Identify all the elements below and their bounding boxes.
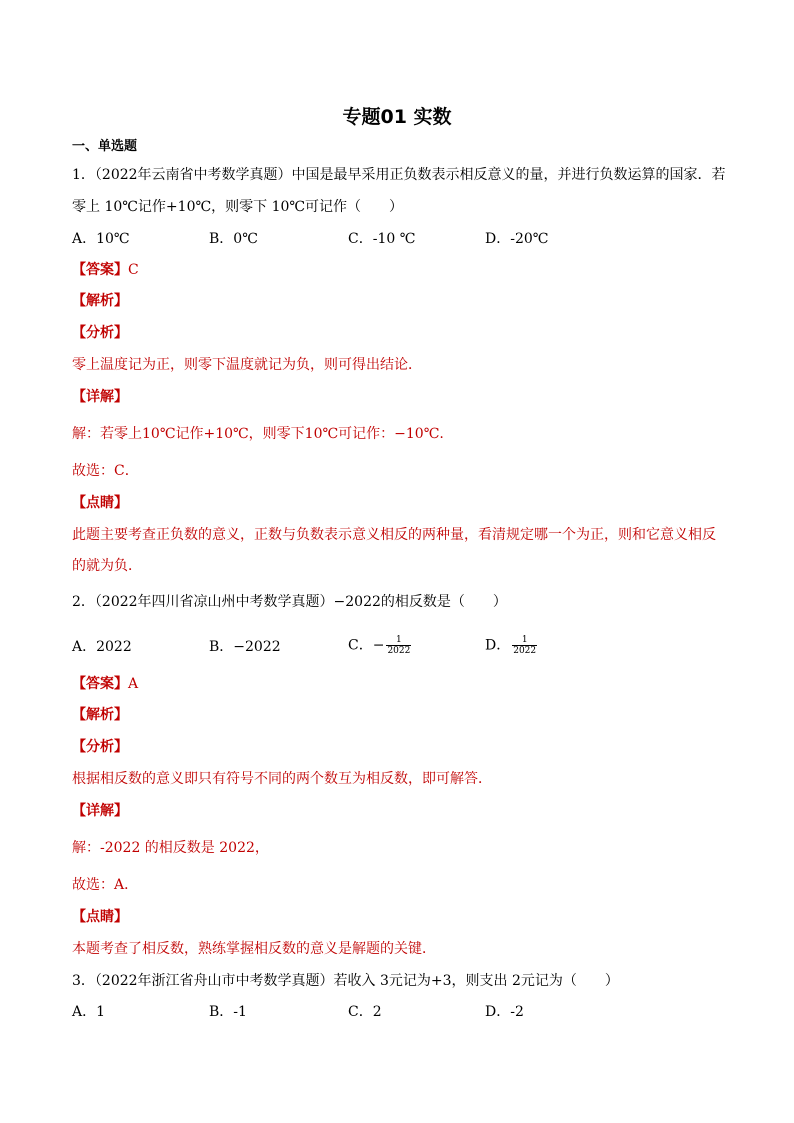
q1-answer-value: C: [128, 262, 139, 278]
q1-xiangjie-tag: 【详解】: [72, 389, 128, 405]
q1-fenxi-text: 零上温度记为正，则零下温度就记为负，则可得出结论．: [72, 357, 422, 373]
q2-fenxi-text: 根据相反数的意义即只有符号不同的两个数互为相反数，即可解答．: [72, 771, 492, 787]
q1-xiangjie-text: 解：若零上10℃记作+10℃，则零下10℃可记作：−10℃.: [72, 426, 444, 442]
q1-dianjing-line1: 此题主要考查正负数的意义，正数与负数表示意义相反的两种量，看清规定哪一个为正，则和它意义相反: [72, 527, 716, 543]
section-heading: 一、单选题: [72, 139, 138, 154]
q3-option-c: C．2: [348, 1004, 382, 1020]
q2-answer-line: [72, 674, 138, 694]
q2-dianjing-tag: 【点睛】: [72, 909, 128, 925]
q2-option-c-prefix: C．−: [348, 637, 385, 654]
q2-xiangjie-prefix: 解：-2022 的相反数是: [72, 840, 220, 856]
q2-xiangjie-value: 2022，: [219, 840, 269, 856]
q2-xiangjie-text: [72, 838, 269, 858]
q3-stem: 3．（2022年浙江省舟山市中考数学真题）若收入 3元记为+3，则支出 2元记为（ ）: [72, 973, 619, 989]
q2-dianjing-text: 本题考查了相反数，熟练掌握相反数的意义是解题的关键．: [72, 941, 436, 957]
q2-option-c-fraction: [386, 635, 411, 656]
fraction-denominator: 2022: [387, 646, 411, 656]
q2-option-d: [485, 635, 537, 656]
q1-stem-line1: 1．（2022年云南省中考数学真题）中国是最早采用正负数表示相反意义的量，并进行负数运算的国家．若: [72, 167, 726, 183]
q1-guxuan: 故选：C．: [72, 463, 139, 479]
q1-option-d: D．-20℃: [485, 231, 549, 247]
q1-dianjing-tag: 【点睛】: [72, 495, 128, 511]
q1-fenxi-tag: 【分析】: [72, 325, 128, 341]
q2-option-d-prefix: D．: [485, 637, 511, 654]
q2-jiexi-tag: 【解析】: [72, 707, 128, 723]
q1-option-c: C．-10 ℃: [348, 231, 416, 247]
q1-option-a: A．10℃: [72, 231, 130, 247]
fraction-numerator: 1: [521, 635, 528, 645]
q2-answer-tag: 【答案】: [72, 676, 128, 692]
page-title: 专题01 实数: [342, 106, 452, 128]
fraction-denominator: 2022: [513, 646, 537, 656]
q2-option-a: A．2022: [72, 639, 132, 655]
q2-option-b: B．−2022: [209, 639, 281, 655]
q1-stem-line2: 零上 10℃记作+10℃，则零下 10℃可记作（ ）: [72, 199, 404, 215]
q3-option-a: A．1: [72, 1004, 106, 1020]
q3-option-b: B．-1: [209, 1004, 247, 1020]
q1-answer-tag: 【答案】: [72, 262, 128, 278]
q1-answer-line: [72, 260, 139, 280]
q1-option-b: B．0℃: [209, 231, 258, 247]
fraction-numerator: 1: [396, 635, 402, 645]
q1-jiexi-tag: 【解析】: [72, 293, 128, 309]
q2-answer-value: A: [128, 676, 139, 692]
q1-dianjing-line2: 的就为负．: [72, 558, 142, 574]
q2-guxuan: 故选：A．: [72, 877, 139, 893]
q3-option-d: D．-2: [485, 1004, 524, 1020]
q2-fenxi-tag: 【分析】: [72, 739, 128, 755]
q2-stem: 2．（2022年四川省凉山州中考数学真题）−2022的相反数是（ ）: [72, 594, 507, 610]
q2-xiangjie-tag: 【详解】: [72, 803, 128, 819]
q2-option-c: [348, 635, 411, 656]
q2-option-d-fraction: [512, 635, 537, 656]
